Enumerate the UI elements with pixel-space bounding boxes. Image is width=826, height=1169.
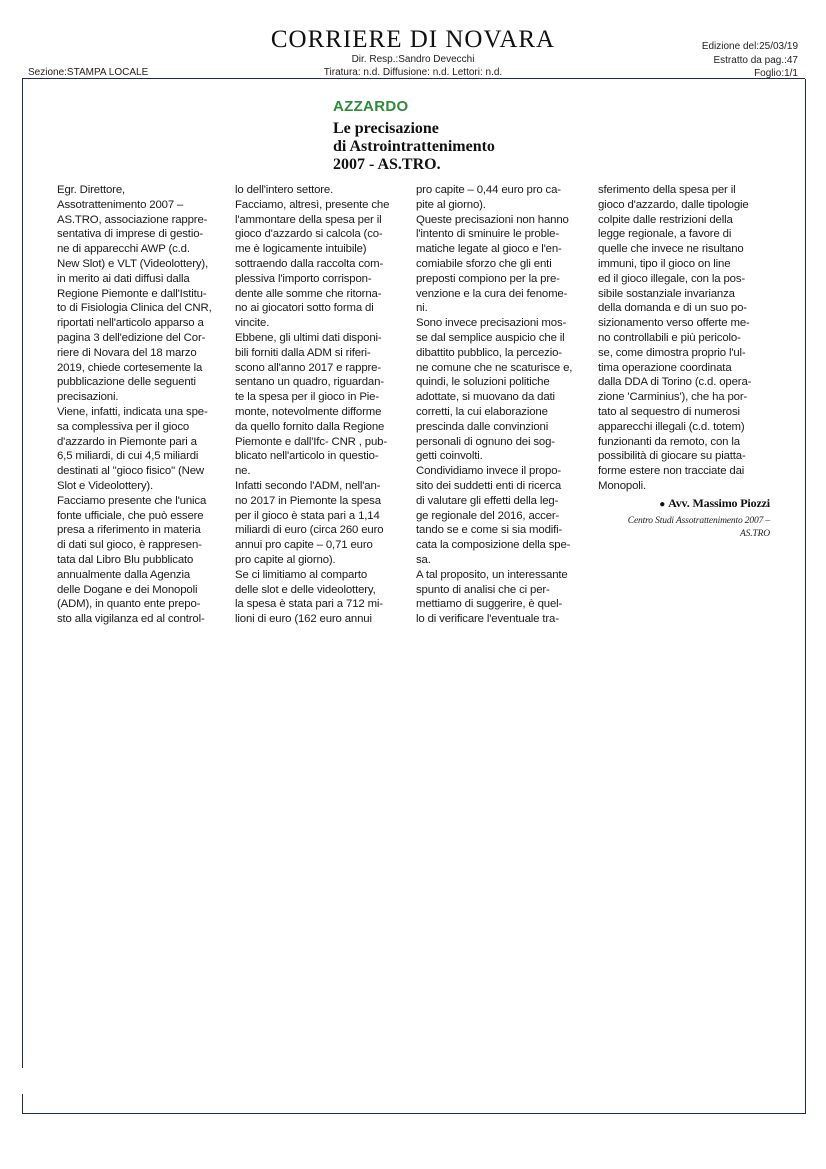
column-1-text: Egr. Direttore, Assotrattenimento 2007 – AS.TRO, associazione rappre- sentativa di imprese di gestio- ne di apparecchi AWP (c.d. New Slot) e VLT (Videolottery), in merito ai dati diffusi dalla Regione Piemonte e dall'Istitu- to di Fisiologia Clinica del CNR, riportati nell'articolo apparso a pagina 3 dell'edizione del Cor- riere di Novara del 18 marzo 2019, chiede cortesemente la pubblicazione delle seguenti precisazioni. Viene, infatti, indicata una spe- sa complessiva per il gioco d'azzardo in Piemonte pari a 6,5 miliardi, di cui 4,5 miliardi destinati al "gioco fisico" (New Slot e Videolottery). Facciamo presente che l'unica fonte ufficiale, che può essere presa a riferimento in materia di dati sul gioco, è rappresen- tata dal Libro Blu pubblicato annualmente dalla Agenzia delle Dogane e dei Monopoli (ADM), in quanto ente prepo- sto alla vigilanza ed al control- bbox=[57, 184, 212, 626]
headline-text: Le precisazione di Astrointrattenimento 2007 - AS.TRO. bbox=[333, 120, 495, 173]
director-line: Dir. Resp.:Sandro Devecchi bbox=[351, 54, 475, 65]
circulation-line: Tiratura: n.d. Diffusione: n.d. Lettori: n.d. bbox=[323, 67, 503, 78]
edition-date: Edizione del:25/03/19 bbox=[701, 41, 798, 52]
article-column-3 bbox=[416, 183, 586, 627]
section-label: Sezione:STAMPA LOCALE bbox=[28, 67, 149, 78]
frame-gap bbox=[20, 1068, 25, 1094]
article-headline bbox=[333, 120, 593, 174]
article-column-4 bbox=[598, 183, 770, 541]
article-kicker: AZZARDO bbox=[333, 98, 409, 115]
column-3-text: pro capite – 0,44 euro pro ca- pite al giorno). Queste precisazioni non hanno l'intento di sminuire le proble- matiche legate al gioco e l'en- comiabile sforzo che gli enti preposti compiono per la pre- venzione e la cura dei fenome- ni. Sono invece precisazioni mos- se dal semplice auspicio che il dibattito pubblico, la percezio- ne comune che ne scaturisce e, quindi, le soluzioni politiche adottate, si muovano da dati corretti, la cui elaborazione prescinda dalle convinzioni personali di ognuno dei sog- getti coinvolti. Condividiamo invece il propo- sito dei suddetti enti di ricerca di valutare gli effetti della leg- ge regionale del 2016, accer- tando se e come si sia modifi- cata la composizione della spe- sa. A tal proposito, un interessante spunto di analisi che ci per- mettiamo di suggerire, è quel- lo di verificare l'eventuale tra- bbox=[416, 184, 573, 626]
bullet-icon: ● bbox=[659, 498, 666, 510]
column-4-text: sferimento della spesa per il gioco d'azzardo, dalle tipologie colpite dalle restrizioni della legge regionale, a favore di quelle che invece ne risultano immuni, tipo il gioco on line ed il gioco illegale, con la pos- sibile sostanziale invarianza della domanda e di un suo po- sizionamento verso offerte me- no controllabili e più pericolo- se, come dimostra proprio l'ul- tima operazione coordinata dalla DDA di Torino (c.d. opera- zione 'Carminius'), che ha por- tato al sequestro di numerosi apparecchi illegali (c.d. totem) funzionanti da remoto, con la possibilità di giocare su piatta- forme estere non tracciate dai Monopoli. bbox=[598, 184, 752, 492]
column-2-text: lo dell'intero settore. Facciamo, altresì, presente che l'ammontare della spesa per il gioco d'azzardo si calcola (co- me è logicamente intuibile) sottraendo dalla raccolta com- plessiva l'importo corrispon- dente alle somme che ritorna- no ai giocatori sotto forma di vincite. Ebbene, gli ultimi dati disponi- bili forniti dalla ADM si riferi- scono all'anno 2017 e rappre- sentano un quadro, riguardan- te la spesa per il gioco in Pie- monte, notevolmente difforme da quello fornito dalla Regione Piemonte e dall'Ifc- CNR , pub- blicato nell'articolo in questio- ne. Infatti secondo l'ADM, nell'an- no 2017 in Piemonte la spesa per il gioco è stata pari a 1,14 miliardi di euro (circa 260 euro annui pro capite – 0,71 euro pro capite al giorno). Se ci limitiamo al comparto delle slot e delle videolottery, la spesa è stata pari a 712 mi- lioni di euro (162 euro annui bbox=[235, 184, 390, 626]
extract-page: Estratto da pag.:47 bbox=[713, 54, 798, 66]
signature-name: Avv. Massimo Piozzi bbox=[668, 495, 770, 510]
author-affiliation: Centro Studi Assotrattenimento 2007 – AS.TRO bbox=[627, 515, 770, 539]
article-signature bbox=[598, 496, 770, 513]
edition-info bbox=[702, 40, 798, 81]
sheet-number: Foglio:1/1 bbox=[754, 68, 798, 79]
masthead-title: CORRIERE DI NOVARA bbox=[270, 26, 556, 53]
article-column-2 bbox=[235, 183, 400, 627]
article-column-1 bbox=[57, 183, 225, 627]
